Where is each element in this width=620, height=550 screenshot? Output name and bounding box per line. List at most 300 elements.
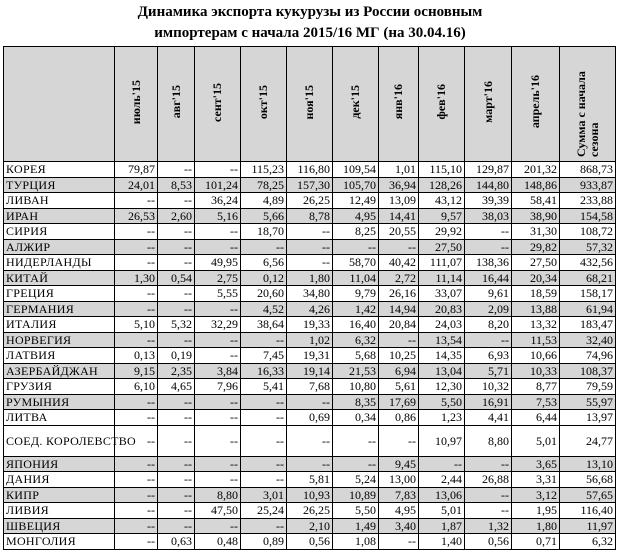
value-cell: 24,01 [115, 177, 158, 193]
column-header [333, 47, 379, 162]
value-cell: 1,80 [287, 270, 333, 286]
value-cell: 116,80 [287, 162, 333, 178]
value-cell: 0,54 [158, 270, 195, 286]
value-cell: 38,64 [241, 317, 287, 333]
table-row [4, 456, 616, 472]
value-cell: 36,94 [379, 177, 419, 193]
table-row [4, 363, 616, 379]
table-row [4, 317, 616, 333]
value-cell: 8,20 [465, 317, 512, 333]
value-cell: -- [115, 425, 158, 456]
country-cell: КОРЕЯ [4, 162, 115, 178]
value-cell: 1,87 [419, 518, 465, 534]
column-header-label: июль'15 [128, 79, 143, 125]
value-cell: 27,50 [512, 255, 560, 271]
value-cell: -- [419, 456, 465, 472]
value-cell: 74,96 [560, 348, 616, 364]
column-header [560, 47, 616, 162]
value-cell: -- [195, 472, 241, 488]
country-cell: ДАНИЯ [4, 472, 115, 488]
value-cell: 24,03 [419, 317, 465, 333]
value-cell: 5,01 [419, 503, 465, 519]
value-cell: 14,35 [419, 348, 465, 364]
value-cell: -- [465, 332, 512, 348]
value-cell: 5,50 [419, 394, 465, 410]
value-cell: -- [241, 472, 287, 488]
value-cell: -- [115, 487, 158, 503]
value-cell: 10,32 [465, 379, 512, 395]
column-header [419, 47, 465, 162]
value-cell: 116,40 [560, 503, 616, 519]
value-cell: -- [287, 224, 333, 240]
table-row [4, 379, 616, 395]
value-cell: 2,35 [158, 363, 195, 379]
value-cell: 36,24 [195, 193, 241, 209]
value-cell: 26,88 [465, 472, 512, 488]
value-cell: 33,07 [419, 286, 465, 302]
header-row [4, 47, 616, 162]
value-cell: 144,80 [465, 177, 512, 193]
column-header-label: фев'16 [434, 84, 448, 120]
value-cell: 3,01 [241, 487, 287, 503]
value-cell: 432,56 [560, 255, 616, 271]
value-cell: -- [379, 534, 419, 550]
value-cell: -- [379, 425, 419, 456]
value-cell: -- [241, 456, 287, 472]
value-cell: 5,71 [465, 363, 512, 379]
column-header-label: апрель'16 [528, 75, 542, 129]
value-cell: -- [241, 239, 287, 255]
value-cell: 21,53 [333, 363, 379, 379]
value-cell: 19,14 [287, 363, 333, 379]
value-cell: -- [158, 332, 195, 348]
value-cell: 9,15 [115, 363, 158, 379]
country-cell: ИТАЛИЯ [4, 317, 115, 333]
country-cell: ГРУЗИЯ [4, 379, 115, 395]
value-cell: -- [158, 301, 195, 317]
value-cell: 1,95 [512, 503, 560, 519]
country-header [4, 47, 115, 162]
value-cell: -- [158, 456, 195, 472]
value-cell: 19,33 [287, 317, 333, 333]
column-header [512, 47, 560, 162]
value-cell: -- [158, 286, 195, 302]
value-cell: 16,40 [333, 317, 379, 333]
table-row [4, 487, 616, 503]
value-cell: 0,71 [512, 534, 560, 550]
value-cell: 3,40 [379, 518, 419, 534]
value-cell: 7,83 [379, 487, 419, 503]
value-cell: 5,01 [512, 425, 560, 456]
table-row [4, 534, 616, 550]
value-cell: 18,70 [241, 224, 287, 240]
value-cell: 128,26 [419, 177, 465, 193]
value-cell: 2,72 [379, 270, 419, 286]
value-cell: 61,94 [560, 301, 616, 317]
column-header [195, 47, 241, 162]
value-cell: 39,39 [465, 193, 512, 209]
value-cell: 9,79 [333, 286, 379, 302]
value-cell: -- [158, 394, 195, 410]
column-header [115, 47, 158, 162]
value-cell: -- [241, 394, 287, 410]
value-cell: 4,41 [465, 410, 512, 426]
value-cell: 0,34 [333, 410, 379, 426]
value-cell: 10,93 [287, 487, 333, 503]
value-cell: -- [115, 534, 158, 550]
value-cell: 9,45 [379, 456, 419, 472]
column-header [379, 47, 419, 162]
value-cell: 32,40 [560, 332, 616, 348]
value-cell: 7,45 [241, 348, 287, 364]
value-cell: -- [195, 301, 241, 317]
value-cell: 0,19 [158, 348, 195, 364]
value-cell: -- [158, 193, 195, 209]
value-cell: 233,88 [560, 193, 616, 209]
value-cell: 11,14 [419, 270, 465, 286]
value-cell: 2,60 [158, 208, 195, 224]
value-cell: -- [241, 410, 287, 426]
value-cell: 2,10 [287, 518, 333, 534]
value-cell: 8,77 [512, 379, 560, 395]
value-cell: 19,31 [287, 348, 333, 364]
value-cell: 5,24 [333, 472, 379, 488]
table-row [4, 472, 616, 488]
country-cell: ГРЕЦИЯ [4, 286, 115, 302]
value-cell: 115,23 [241, 162, 287, 178]
value-cell: -- [287, 456, 333, 472]
value-cell: 3,65 [512, 456, 560, 472]
value-cell: 5,61 [379, 379, 419, 395]
value-cell: 29,82 [512, 239, 560, 255]
value-cell: 108,72 [560, 224, 616, 240]
table-row [4, 255, 616, 271]
value-cell: -- [115, 286, 158, 302]
value-cell: -- [115, 456, 158, 472]
value-cell: -- [195, 332, 241, 348]
value-cell: 111,07 [419, 255, 465, 271]
value-cell: 0,86 [379, 410, 419, 426]
value-cell: 8,80 [195, 487, 241, 503]
value-cell: -- [379, 332, 419, 348]
value-cell: -- [115, 255, 158, 271]
country-cell: ЛАТВИЯ [4, 348, 115, 364]
value-cell: -- [115, 239, 158, 255]
value-cell: -- [195, 518, 241, 534]
value-cell: 5,16 [195, 208, 241, 224]
value-cell: 58,41 [512, 193, 560, 209]
value-cell: 11,04 [333, 270, 379, 286]
value-cell: 0,63 [158, 534, 195, 550]
value-cell: -- [287, 255, 333, 271]
value-cell: 6,32 [560, 534, 616, 550]
table-row [4, 518, 616, 534]
value-cell: 16,33 [241, 363, 287, 379]
value-cell: 1,02 [287, 332, 333, 348]
value-cell: 26,25 [287, 503, 333, 519]
country-cell: ЛИВИЯ [4, 503, 115, 519]
value-cell: 0,56 [287, 534, 333, 550]
value-cell: -- [115, 332, 158, 348]
value-cell: -- [158, 255, 195, 271]
value-cell: 5,41 [241, 379, 287, 395]
value-cell: -- [158, 224, 195, 240]
value-cell: 4,52 [241, 301, 287, 317]
table-row [4, 348, 616, 364]
value-cell: 26,53 [115, 208, 158, 224]
value-cell: -- [195, 224, 241, 240]
value-cell: 10,66 [512, 348, 560, 364]
value-cell: 158,17 [560, 286, 616, 302]
value-cell: -- [158, 487, 195, 503]
value-cell: 0,13 [115, 348, 158, 364]
value-cell: 13,54 [419, 332, 465, 348]
value-cell: 14,94 [379, 301, 419, 317]
value-cell: 58,70 [333, 255, 379, 271]
country-cell: ГЕРМАНИЯ [4, 301, 115, 317]
column-header [241, 47, 287, 162]
value-cell: 9,61 [465, 286, 512, 302]
value-cell: 13,06 [419, 487, 465, 503]
value-cell: -- [333, 425, 379, 456]
column-header-label: янв'16 [391, 84, 405, 120]
value-cell: 6,56 [241, 255, 287, 271]
value-cell: 43,12 [419, 193, 465, 209]
country-cell: ШВЕЦИЯ [4, 518, 115, 534]
value-cell: 108,37 [560, 363, 616, 379]
value-cell: -- [333, 456, 379, 472]
value-cell: 4,95 [379, 503, 419, 519]
column-header-label: дек'15 [348, 85, 362, 119]
value-cell: -- [115, 301, 158, 317]
table-row [4, 239, 616, 255]
value-cell: 26,25 [287, 193, 333, 209]
value-cell: 6,10 [115, 379, 158, 395]
country-cell: АЛЖИР [4, 239, 115, 255]
value-cell: 2,09 [465, 301, 512, 317]
export-table [3, 46, 616, 550]
value-cell: 12,30 [419, 379, 465, 395]
column-header-label: окт'15 [256, 84, 270, 120]
table-row [4, 224, 616, 240]
value-cell: 13,04 [419, 363, 465, 379]
value-cell: 26,16 [379, 286, 419, 302]
value-cell: 0,12 [241, 270, 287, 286]
value-cell: 20,60 [241, 286, 287, 302]
value-cell: -- [115, 394, 158, 410]
value-cell: -- [115, 503, 158, 519]
table-body [4, 162, 616, 550]
value-cell: -- [465, 487, 512, 503]
value-cell: 201,32 [512, 162, 560, 178]
value-cell: 79,87 [115, 162, 158, 178]
value-cell: 1,01 [379, 162, 419, 178]
value-cell: 24,77 [560, 425, 616, 456]
value-cell: 12,49 [333, 193, 379, 209]
value-cell: 16,44 [465, 270, 512, 286]
value-cell: 34,80 [287, 286, 333, 302]
value-cell: 13,97 [560, 410, 616, 426]
value-cell: -- [158, 162, 195, 178]
value-cell: 16,91 [465, 394, 512, 410]
country-cell: ЯПОНИЯ [4, 456, 115, 472]
table-row [4, 162, 616, 178]
table-title [0, 0, 620, 44]
value-cell: 157,30 [287, 177, 333, 193]
column-header [287, 47, 333, 162]
value-cell: 20,83 [419, 301, 465, 317]
value-cell: 13,09 [379, 193, 419, 209]
value-cell: 5,50 [333, 503, 379, 519]
country-cell: ТУРЦИЯ [4, 177, 115, 193]
value-cell: 9,57 [419, 208, 465, 224]
value-cell: 49,95 [195, 255, 241, 271]
value-cell: -- [287, 394, 333, 410]
column-header-label: ноя'15 [302, 84, 316, 120]
value-cell: -- [115, 224, 158, 240]
value-cell: -- [379, 239, 419, 255]
value-cell: 55,97 [560, 394, 616, 410]
country-cell: КИПР [4, 487, 115, 503]
value-cell: 115,10 [419, 162, 465, 178]
value-cell: 129,87 [465, 162, 512, 178]
country-cell: ЛИТВА [4, 410, 115, 426]
value-cell: 3,12 [512, 487, 560, 503]
value-cell: 10,80 [333, 379, 379, 395]
value-cell: 78,25 [241, 177, 287, 193]
value-cell: 3,31 [512, 472, 560, 488]
value-cell: 32,29 [195, 317, 241, 333]
value-cell: 1,08 [333, 534, 379, 550]
value-cell: -- [241, 332, 287, 348]
table-row [4, 503, 616, 519]
value-cell: 109,54 [333, 162, 379, 178]
value-cell: 8,53 [158, 177, 195, 193]
value-cell: -- [195, 425, 241, 456]
value-cell: 18,59 [512, 286, 560, 302]
value-cell: 5,10 [115, 317, 158, 333]
value-cell: -- [241, 425, 287, 456]
value-cell: -- [115, 472, 158, 488]
value-cell: 13,88 [512, 301, 560, 317]
value-cell: -- [465, 224, 512, 240]
value-cell: -- [195, 394, 241, 410]
value-cell: 148,86 [512, 177, 560, 193]
value-cell: 20,84 [379, 317, 419, 333]
value-cell: 8,80 [465, 425, 512, 456]
value-cell: 10,89 [333, 487, 379, 503]
value-cell: 5,81 [287, 472, 333, 488]
value-cell: 31,30 [512, 224, 560, 240]
column-header [158, 47, 195, 162]
value-cell: 1,30 [115, 270, 158, 286]
value-cell: 38,90 [512, 208, 560, 224]
country-cell: СИРИЯ [4, 224, 115, 240]
value-cell: 57,65 [560, 487, 616, 503]
value-cell: -- [158, 410, 195, 426]
value-cell: 138,36 [465, 255, 512, 271]
title-line-2: импортерам с начала 2015/16 МГ (на 30.04.16) [154, 25, 466, 41]
column-header [465, 47, 512, 162]
table-row [4, 301, 616, 317]
value-cell: 29,92 [419, 224, 465, 240]
title-line-1: Динамика экспорта кукурузы из России основным [137, 4, 483, 20]
value-cell: 0,56 [465, 534, 512, 550]
value-cell: 4,89 [241, 193, 287, 209]
value-cell: 6,93 [465, 348, 512, 364]
table-row [4, 193, 616, 209]
value-cell: 183,47 [560, 317, 616, 333]
value-cell: 1,40 [419, 534, 465, 550]
value-cell: 10,97 [419, 425, 465, 456]
value-cell: 5,32 [158, 317, 195, 333]
value-cell: -- [115, 518, 158, 534]
country-cell: СОЕД. КОРОЛЕВСТВО [4, 425, 115, 456]
table-row [4, 270, 616, 286]
value-cell: 933,87 [560, 177, 616, 193]
table-row [4, 394, 616, 410]
value-cell: 56,68 [560, 472, 616, 488]
value-cell: 5,68 [333, 348, 379, 364]
value-cell: 0,69 [287, 410, 333, 426]
table-row [4, 286, 616, 302]
value-cell: -- [287, 425, 333, 456]
value-cell: 10,25 [379, 348, 419, 364]
table-row [4, 208, 616, 224]
value-cell: 20,55 [379, 224, 419, 240]
value-cell: 0,48 [195, 534, 241, 550]
value-cell: 7,96 [195, 379, 241, 395]
column-header-label: март'16 [480, 81, 495, 123]
value-cell: 25,24 [241, 503, 287, 519]
value-cell: 8,25 [333, 224, 379, 240]
value-cell: -- [195, 410, 241, 426]
table-row [4, 332, 616, 348]
value-cell: 2,44 [419, 472, 465, 488]
value-cell: 14,41 [379, 208, 419, 224]
value-cell: 105,70 [333, 177, 379, 193]
value-cell: 1,32 [465, 518, 512, 534]
country-cell: АЗЕРБАЙДЖАН [4, 363, 115, 379]
value-cell: -- [158, 472, 195, 488]
value-cell: 27,50 [419, 239, 465, 255]
value-cell: 0,89 [241, 534, 287, 550]
value-cell: 4,65 [158, 379, 195, 395]
value-cell: 40,42 [379, 255, 419, 271]
value-cell: -- [195, 456, 241, 472]
value-cell: -- [158, 503, 195, 519]
value-cell: 79,59 [560, 379, 616, 395]
value-cell: 13,32 [512, 317, 560, 333]
value-cell: 5,66 [241, 208, 287, 224]
value-cell: 868,73 [560, 162, 616, 178]
value-cell: 38,03 [465, 208, 512, 224]
country-cell: КИТАЙ [4, 270, 115, 286]
value-cell: 1,49 [333, 518, 379, 534]
value-cell: -- [465, 456, 512, 472]
country-cell: НОРВЕГИЯ [4, 332, 115, 348]
value-cell: -- [287, 239, 333, 255]
value-cell: 1,80 [512, 518, 560, 534]
value-cell: 101,24 [195, 177, 241, 193]
country-cell: НИДЕРЛАНДЫ [4, 255, 115, 271]
table-row [4, 177, 616, 193]
value-cell: 47,50 [195, 503, 241, 519]
value-cell: 57,32 [560, 239, 616, 255]
country-cell: ЛИВАН [4, 193, 115, 209]
value-cell: 6,94 [379, 363, 419, 379]
value-cell: 1,23 [419, 410, 465, 426]
